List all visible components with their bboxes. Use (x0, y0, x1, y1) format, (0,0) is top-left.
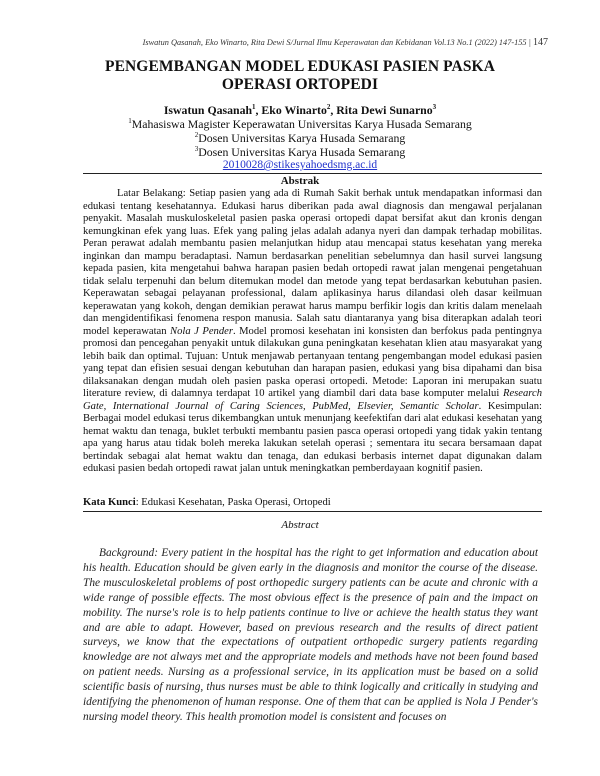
author-list (60, 103, 540, 118)
abstrak-p1: Latar Belakang: Setiap pasien yang ada di Rumah Sakit berhak untuk mendapatkan informasi dan edukasi tentang kesehatannya. Edukasi harus diberikan pada awal diagnosis dan mengawal perjalanan penyakit. Masalah muskuloskeletal pasien paska operasi ortopedi dapat bersifat akut dan kronis dengan kemungkinan efek yang luas. Efek yang paling jelas adalah adanya nyeri dan dampak terhadap mobilitas. Peran perawat adalah membantu pasien melanjutkan hidup atau mencapai status kesehatan yang mereka inginkan dan mampu beradaptasi. Namun berdasarkan penelitian sebelumnya dan hasil survei langsung kepada pasien, kita mengetahui bahwa harapan pasien bedah ortopedi rawat jalan mengenai pengetahuan tidak selalu terpenuhi dan belum ditemukan model dan metode yang tepat berdasarkan kebutuhan pasien. Keperawatan sebagai pelayanan professional, dalam aplikasinya harus dilandasi oleh dasar keilmuan keperawatan yang kokoh, dengan demikian perawat harus mampu berfikir logis dan kritis dalam menelaah dan mengidentifikasi fenomena respon manusia. Salah satu diantaranya yang bisa diterapkan adalah teori model keperawatan (83, 188, 542, 337)
page-number: 147 (533, 37, 548, 48)
divider-top (83, 173, 542, 174)
affiliation-3-sup: 3 (194, 145, 199, 154)
title-line-2: OPERASI ORTOPEDI (221, 76, 379, 93)
author-2-sup: 2 (326, 103, 331, 112)
title-line-1: PENGEMBANGAN MODEL EDUKASI PASIEN PASKA (105, 58, 495, 75)
author-3-sup: 3 (432, 103, 437, 112)
abstract-text: Background: Every patient in the hospital has the right to get information and education about his health. Education should be given early in the diagnosis and monitor the course of the disease. The musculoskeletal problems of post orthopedic surgery patients can be acute and chronic with a wide range of possible effects. The most obvious effect is the presence of pain and the impact on mobility. The nurse's role is to help patients continue to live or achieve the health status they want and are able to adapt. However, based on previous research and the results of direct patient surveys, we know that the expectations of outpatient orthopedic surgery patients regarding knowledge are not always met and the appropriate models and methods have not been found based on patient needs. Nursing as a professional service, in its application must be based on a solid scientific basis of nursing, thus nurses must be able to think logically and critically in studying and identifying the phenomenon of human response. One of them that can be applied is Nola J Pender's nursing model theory. This health promotion model is consistent and focuses on (83, 547, 538, 723)
author-1: Iswatun Qasanah (163, 103, 253, 117)
author-2: , Eko Winarto (255, 103, 327, 117)
paper-title (60, 58, 540, 94)
affiliation-2 (60, 131, 540, 146)
author-1-sup: 1 (252, 103, 256, 112)
abstrak-body (83, 188, 542, 476)
keywords (83, 497, 542, 510)
keywords-label: Kata Kunci (83, 497, 136, 508)
affiliation-3-text: Dosen Universitas Karya Husada Semarang (198, 145, 406, 159)
affiliation-1 (60, 117, 540, 132)
affiliation-1-text: Mahasiswa Magister Keperawatan Universitas Karya Husada Semarang (131, 117, 472, 131)
abstrak-heading: Abstrak (280, 175, 320, 187)
running-head (60, 37, 548, 48)
running-head-citation: Iswatun Qasanah, Eko Winarto, Rita Dewi S/Jurnal Ilmu Keperawatan dan Kebidanan Vol.13 No.1 (2022) 147-155 (142, 38, 527, 47)
affiliation-1-sup: 1 (128, 117, 132, 126)
author-3: , Rita Dewi Sunarno (330, 103, 433, 117)
divider-bottom (83, 511, 542, 512)
abstrak-p1-italic: Nola J Pender (170, 325, 233, 337)
abstract-heading: Abstract (281, 519, 319, 531)
affiliation-2-sup: 2 (194, 131, 199, 140)
abstrak-p3: . Kesimpulan: Berbagai model edukasi terus dikembangkan untuk menunjang keefektifan dari alat edukasi kesehatan yang hemat waktu dan tenaga, buklet terbukti membantu pasien pasca operasi ortopedi yang tidak yakin tentang apa yang harus atau tidak boleh mereka lakukan setelah operasi ; sementara itu secara bersamaan dapat bertindak sebagai alat hemat waktu dan tenaga, dan edukasi berbasis internet dapat digunakan dalam edukasi pasien bedah ortopedi rawat jalan untuk meningkatkan pemberdayaan kognitif pasien. (83, 400, 543, 474)
running-head-separator: | (528, 38, 531, 47)
abstrak-p2: . Model promosi kesehatan ini konsisten dan berfokus pada pentingnya promosi dan pencegahan penyakit untuk dilakukan guna peningkatan kesehatan klien atau masyarakat yang lebih baik dan optimal. Tujuan: Untuk menjawab pertanyaan tentang pengembangan model edukasi pasien yang tepat dan efisien sesuai dengan kebutuhan dan harapan pasien, edukasi yang bisa dipahami dan bisa dilaksanakan dengan mudah oleh pasien paska operasi ortopedi. Metode: Laporan ini merupakan suatu literature review, di dalamnya terdapat 10 artikel yang diambil dari data base komputer melalui (83, 325, 542, 399)
abstrak-p2-italic: Research Gate, International Journal of Caring Sciences, PubMed, Elsevier, Semantic Scholar (83, 388, 542, 412)
affiliation-3 (60, 145, 540, 160)
keywords-text: : Edukasi Kesehatan, Paska Operasi, Ortopedi (135, 497, 331, 508)
author-email-link[interactable]: 2010028@stikesyahoedsmg.ac.id (222, 159, 378, 171)
abstract-body (83, 546, 538, 776)
affiliation-2-text: Dosen Universitas Karya Husada Semarang (198, 131, 406, 145)
